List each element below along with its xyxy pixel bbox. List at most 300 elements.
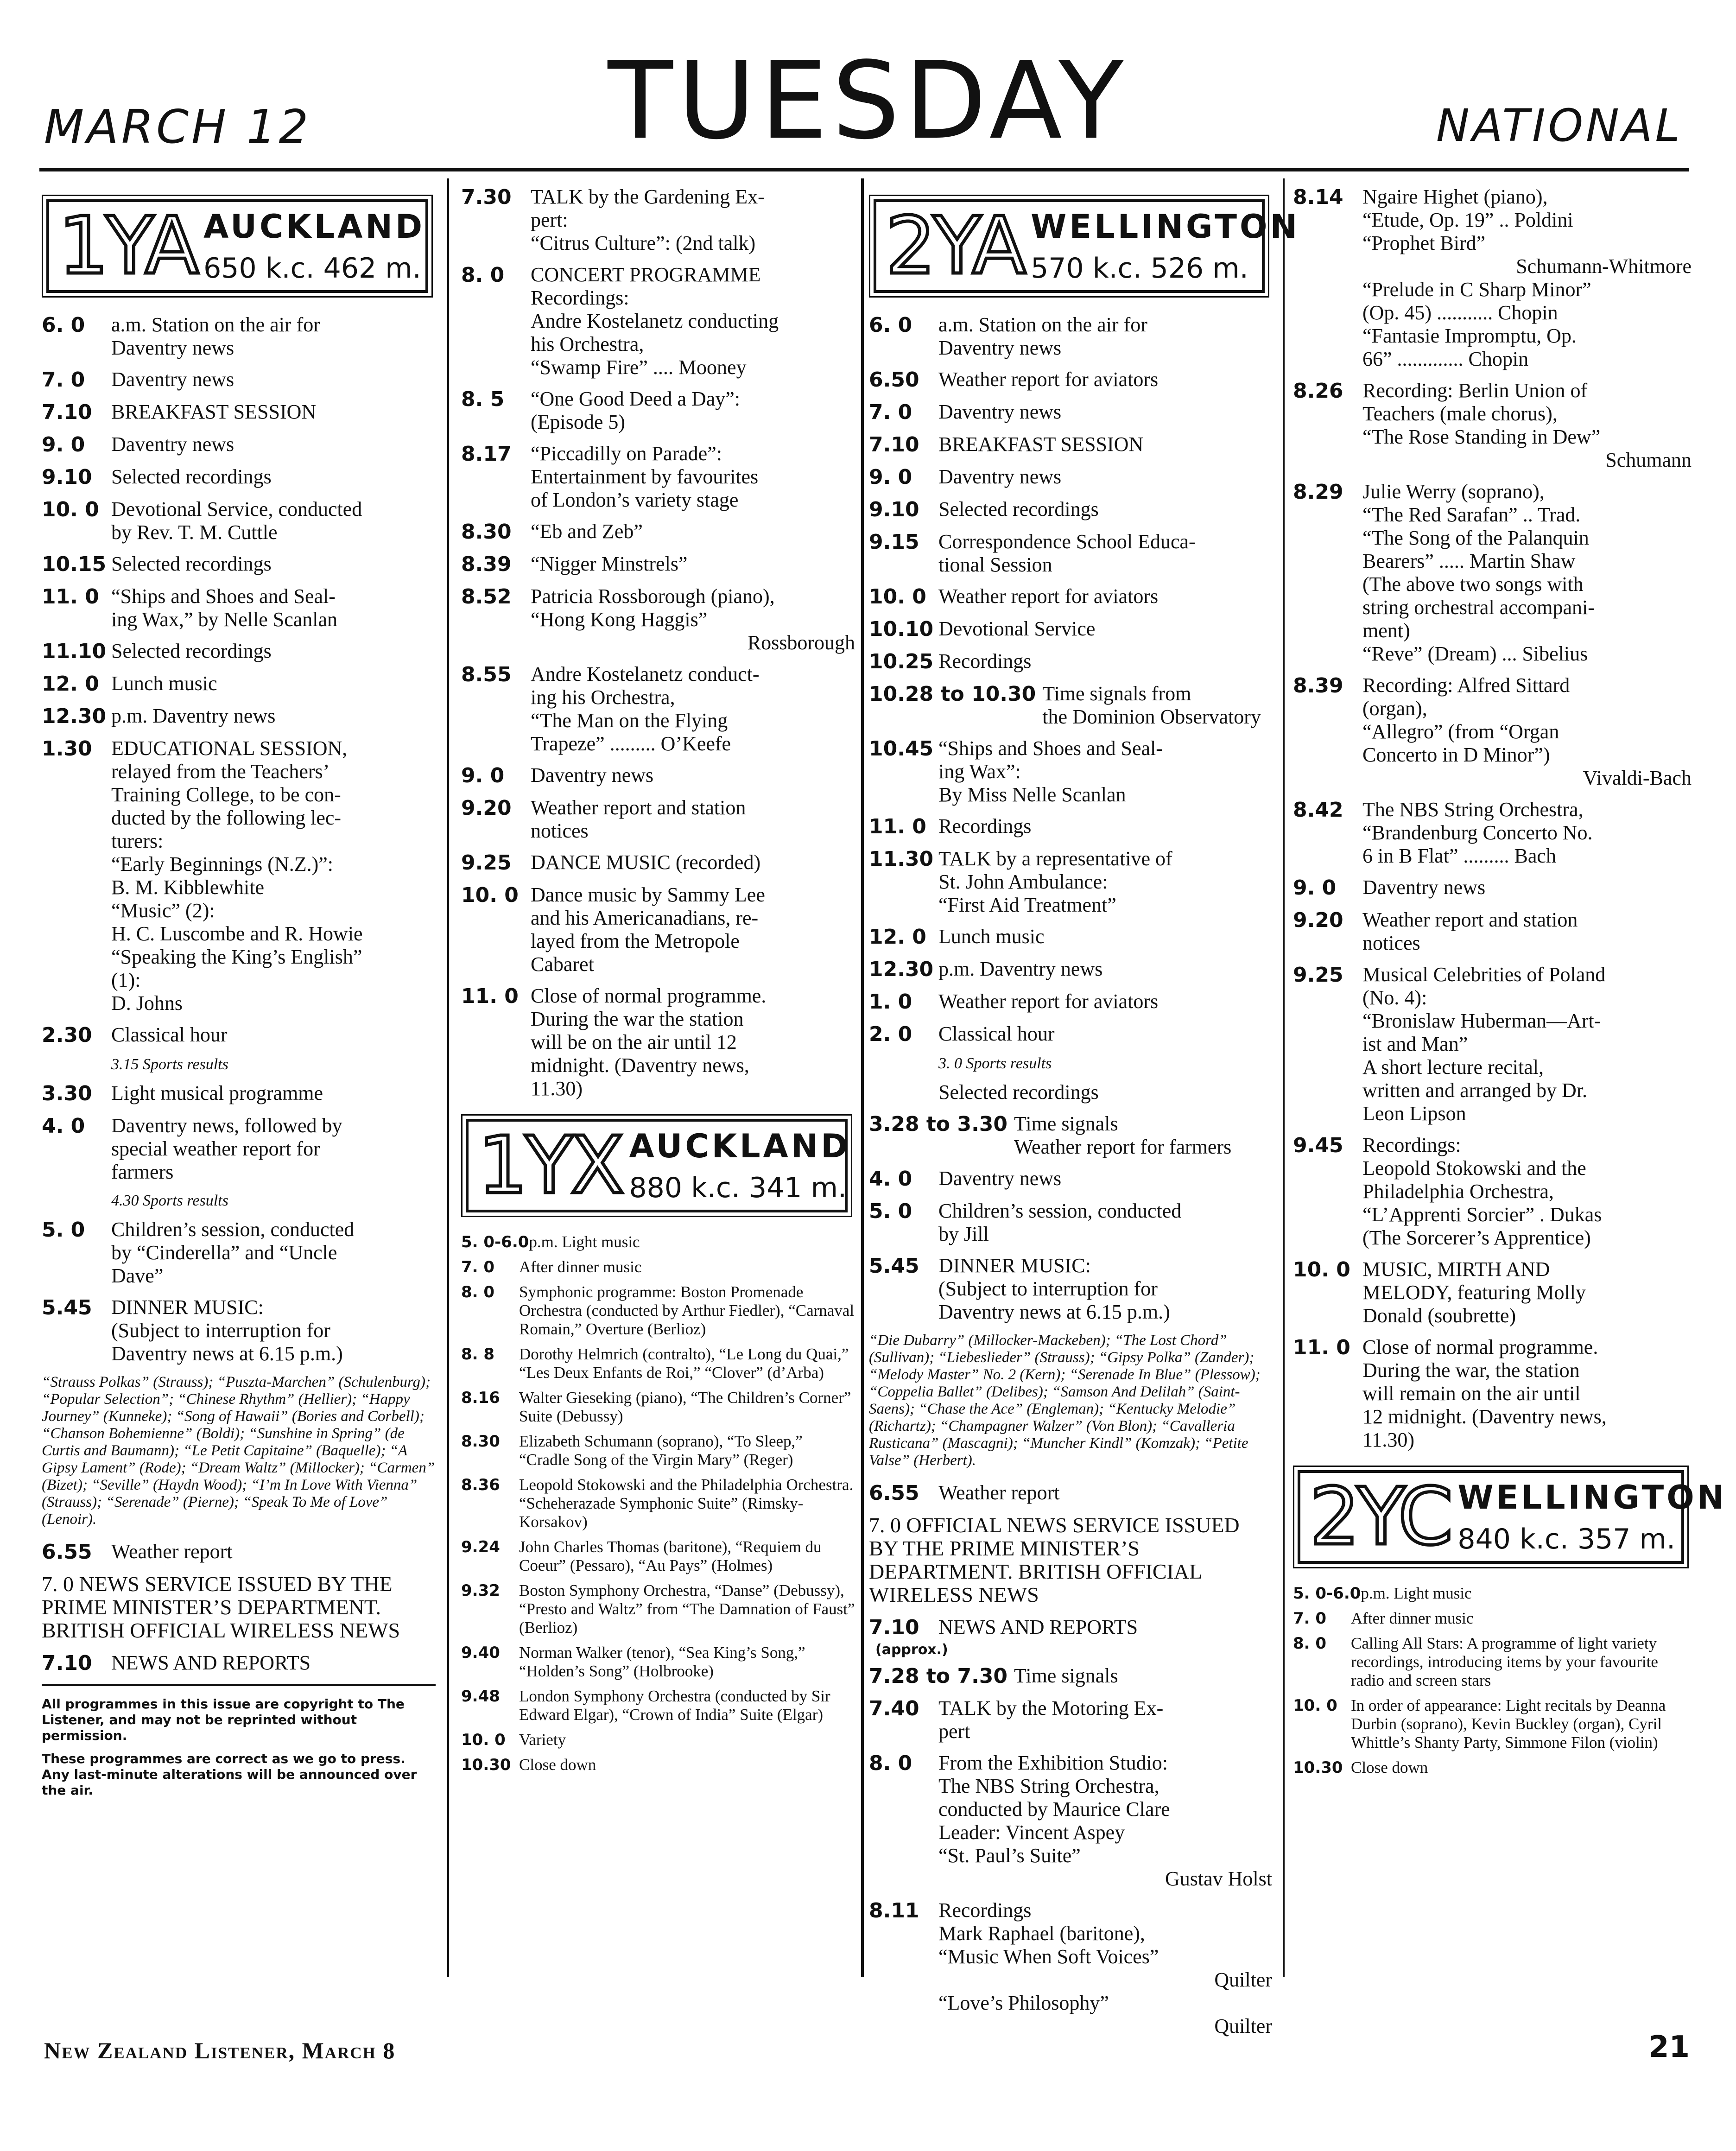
programme-description: [531, 552, 855, 577]
programme-entry: [461, 520, 855, 544]
programme-entry: [461, 387, 855, 434]
programme-line: a.m. Station on the air for: [938, 313, 1147, 336]
programme-time: 8.26: [1293, 379, 1343, 403]
programme-entry: [461, 1258, 855, 1276]
programme-time: 8.30: [461, 1432, 500, 1451]
programme-entry: [869, 617, 1272, 641]
station-box-2ya: [874, 199, 1300, 293]
programme-time: 10.25: [869, 650, 934, 673]
programme-description: [111, 1114, 436, 1184]
programme-line: 66” ............. Chopin: [1362, 348, 1529, 370]
approx-note: (approx.): [875, 1642, 948, 1658]
programme-description: Variety: [519, 1731, 566, 1749]
programme-line: Recordings: [938, 815, 1032, 838]
programme-time: 10.28 to 10.30: [869, 682, 1036, 706]
programme-line: “Brandenburg Concerto No.: [1362, 821, 1593, 844]
programme-line: ing Wax,” by Nelle Scanlan: [111, 608, 338, 631]
programme-entry: [869, 958, 1272, 982]
programme-line: Weather report: [938, 1481, 1060, 1504]
sports-results-note: 4.30 Sports results: [111, 1192, 228, 1209]
programme-entry: [1293, 1758, 1692, 1777]
programme-line: notices: [531, 819, 589, 842]
programme-entry: [42, 498, 436, 544]
programme-line: ist and Man”: [1362, 1033, 1468, 1055]
column-1yx-auckland: [42, 185, 436, 1984]
programme-description: London Symphony Orchestra (conducted by Sir Edward Elgar), “Crown of India” Suite (Elgar): [519, 1687, 830, 1724]
station-box-2yc: [1298, 1470, 1727, 1564]
programme-line: Weather report for aviators: [938, 368, 1159, 391]
programme-entry: [1293, 908, 1692, 955]
programme-list: [1293, 185, 1692, 1452]
programme-time: 8.55: [461, 663, 512, 686]
programme-line: “Etude, Op. 19” .. Poldini: [1362, 209, 1573, 231]
programme-line: Time signals from: [1042, 682, 1191, 705]
programme-description: Leopold Stokowski and the Philadelphia Orchestra. “Scheherazade Symphonic Suite” (Rimsky-Korsakov): [519, 1476, 854, 1531]
programme-description: [531, 851, 855, 875]
programme-time: 8.30: [461, 520, 512, 544]
programme-description: [938, 1254, 1272, 1324]
dinner-music-list: “Strauss Polkas” (Strauss); “Puszta-Marchen” (Schulenburg); “Popular Selection”; “Chinese Rhythm” (Hellier); “Happy Journey” (Kunneke); “Song of Hawaii” (Bories and Corbell); “Chanson Bohemienne” (Boldi); “Sunshine in Spring” (de Curtis and Baumann); “Le Petit Capitaine” (Baquelle); “A Gipsy Lament” (Rode); “Dream Waltz” (Millocker); “Carmen” (Bizet); “Seville” (Haydn Wood); “I’m In Love With Vienna” (Strauss); “Serenade” (Pierne); “Speak To Me of Love” (Lenoir).: [42, 1374, 435, 1528]
programme-line: pert: [938, 1720, 970, 1743]
programme-description: [1042, 682, 1272, 729]
programme-line: 11.30): [1362, 1428, 1415, 1451]
programme-time: 3.30: [42, 1082, 92, 1105]
programme-time: 7. 0: [461, 1258, 495, 1276]
programme-description: [1362, 1134, 1692, 1250]
programme-description: [1362, 1336, 1692, 1452]
programme-line: Lunch music: [111, 672, 217, 695]
programme-time: 12.30: [42, 704, 107, 728]
programme-line: “First Aid Treatment”: [938, 894, 1116, 916]
programme-description: [531, 520, 855, 544]
programme-description: [531, 663, 855, 755]
programme-line: Concerto in D Minor”): [1362, 743, 1550, 766]
column-2ya-wellington: [869, 185, 1300, 2037]
programme-time: 8.36: [461, 1476, 500, 1494]
programme-time: 10. 0: [42, 498, 99, 521]
programme-entry: [869, 1899, 1272, 2038]
programme-line: Daventry news: [938, 465, 1062, 488]
programme-description: [938, 433, 1272, 457]
programme-line: MELODY, featuring Molly: [1362, 1281, 1586, 1304]
station-city: WELLINGTON: [1457, 1478, 1727, 1516]
programme-entry: [869, 530, 1272, 577]
programme-time: 7.10: [42, 1651, 92, 1675]
programme-time: 9.15: [869, 530, 919, 554]
programme-description: Symphonic programme: Boston Promenade Orchestra (conducted by Arthur Fiedler), “Carnaval Romain,” Overture (Berlioz): [519, 1283, 855, 1338]
programme-time: 8. 8: [461, 1345, 495, 1364]
programme-time: 4. 0: [42, 1114, 85, 1138]
programme-line: Leader: Vincent Aspey: [938, 1821, 1125, 1844]
programme-line: written and arranged by Dr.: [1362, 1079, 1588, 1102]
programme-line: by Rev. T. M. Cuttle: [111, 521, 278, 544]
programme-description: Elizabeth Schumann (soprano), “To Sleep,” “Cradle Song of the Virgin Mary” (Reger): [519, 1432, 803, 1469]
programme-description: [1362, 963, 1692, 1125]
programme-entry: [869, 313, 1272, 360]
programme-description: [531, 764, 855, 788]
programme-description: [938, 530, 1272, 577]
programme-line: D. Johns: [111, 992, 183, 1015]
programme-entry: [869, 650, 1272, 674]
programme-line: Daventry news: [1362, 876, 1486, 899]
programme-line: midnight. (Daventry news,: [531, 1054, 749, 1077]
programme-time: 7.30: [461, 185, 512, 209]
programme-description: [938, 1022, 1272, 1047]
programme-entry: [42, 1651, 436, 1675]
programme-line: Quilter: [1214, 1968, 1272, 1991]
programme-entry: [461, 185, 855, 255]
programme-entry: [869, 990, 1272, 1014]
programme-line: p.m. Daventry news: [111, 704, 276, 727]
programme-line: will remain on the air until: [1362, 1382, 1581, 1405]
programme-line: 6 in B Flat” ......... Bach: [1362, 844, 1556, 867]
copyright-notice: [42, 1684, 436, 1798]
programme-entry: [461, 851, 855, 875]
programme-description: Dorothy Helmrich (contralto), “Le Long du Quai,” “Les Deux Enfants de Roi,” “Clover” (d’Arba): [519, 1345, 849, 1382]
programme-time: 8. 0: [461, 1283, 495, 1301]
programme-line: Light musical programme: [111, 1082, 323, 1104]
programme-line: Correspondence School Educa-: [938, 530, 1196, 553]
programme-entry: [42, 1218, 436, 1288]
programme-line: “Piccadilly on Parade”:: [531, 442, 722, 465]
programme-line: Classical hour: [111, 1023, 228, 1046]
programme-line: “Bronislaw Huberman—Art-: [1362, 1009, 1601, 1032]
programme-time: 7. 0: [869, 400, 912, 424]
programme-time: 5. 0: [869, 1199, 912, 1223]
programme-time: 8.39: [461, 552, 512, 576]
programme-time: 11. 0: [1293, 1336, 1350, 1359]
programme-entry: [42, 313, 436, 360]
programme-line: “Fantasie Impromptu, Op.: [1362, 324, 1577, 347]
programme-description: [938, 368, 1272, 392]
programme-time: 8.17: [461, 442, 512, 466]
programme-line: BREAKFAST SESSION: [111, 400, 317, 423]
programme-line: “One Good Deed a Day”:: [531, 387, 741, 410]
programme-line: From the Exhibition Studio:: [938, 1751, 1168, 1774]
programme-time: 10. 0: [869, 585, 926, 609]
programme-time: 7. 0: [1293, 1609, 1327, 1628]
programme-line: Recordings:: [1362, 1134, 1461, 1156]
programme-description: [111, 1540, 436, 1564]
programme-description: [938, 400, 1272, 425]
station-call-sign: 1YX: [478, 1120, 622, 1212]
programme-entry: [42, 433, 436, 457]
programme-line: turers:: [111, 830, 164, 852]
programme-list-small: [461, 1233, 855, 1774]
programme-line: Weather report for aviators: [938, 585, 1159, 608]
programme-line: Devotional Service: [938, 617, 1096, 640]
programme-line: Weather report: [111, 1540, 233, 1563]
programme-description: After dinner music: [519, 1258, 642, 1276]
programme-time: 9. 0: [42, 433, 85, 457]
programme-line: Vivaldi-Bach: [1583, 767, 1692, 789]
programme-entry: [461, 1581, 855, 1637]
programme-time: 9.24: [461, 1538, 500, 1556]
correction-text: These programmes are correct as we go to press. Any last-minute alterations will be announced over the air.: [42, 1751, 417, 1798]
programme-entry: [461, 796, 855, 843]
programme-entry: [461, 883, 855, 976]
programme-line: ducted by the following lec-: [111, 806, 342, 829]
programme-line: and his Americanadians, re-: [531, 907, 759, 929]
column-4: [1293, 185, 1727, 1984]
programme-time: 11.10: [42, 640, 107, 663]
programme-time: 7. 0: [42, 368, 85, 392]
programme-line: Daventry news: [111, 433, 234, 456]
column-2: [461, 185, 855, 1984]
programme-time: 9.20: [1293, 908, 1343, 932]
programme-time: 9. 0: [1293, 876, 1337, 900]
programme-line: By Miss Nelle Scanlan: [938, 783, 1126, 806]
programme-description: [1362, 908, 1692, 955]
programme-description: [111, 368, 436, 392]
programme-line: “Speaking the King’s English”: [111, 945, 362, 968]
programme-line: ing Wax”:: [938, 760, 1021, 783]
programme-line: Daventry news: [111, 368, 234, 391]
programme-line: “The Red Sarafan” .. Trad.: [1362, 503, 1581, 526]
programme-entry: [869, 1254, 1272, 1324]
programme-description: [938, 1751, 1272, 1891]
programme-time: 8.29: [1293, 480, 1343, 504]
programme-line: Daventry news: [938, 400, 1062, 423]
programme-line: Cabaret: [531, 953, 594, 976]
programme-description: [1362, 379, 1692, 472]
programme-description: Walter Gieseking (piano), “The Children’s Corner” Suite (Debussy): [519, 1389, 851, 1425]
programme-line: TALK by the Motoring Ex-: [938, 1697, 1164, 1720]
programme-entry: [1293, 1609, 1692, 1628]
programme-entry: [869, 815, 1272, 839]
programme-line: Schumann: [1605, 449, 1692, 471]
programme-line: notices: [1362, 932, 1420, 954]
programme-entry: [1293, 798, 1692, 868]
programme-description: [531, 387, 855, 434]
programme-time: 8.11: [869, 1899, 919, 1923]
programme-time: 11. 0: [42, 585, 99, 609]
programme-entry: [869, 925, 1272, 949]
programme-description: [111, 1023, 436, 1047]
programme-entry: [1293, 480, 1692, 666]
programme-line: “The Song of the Palanquin: [1362, 527, 1589, 549]
programme-line: Teachers (male chorus),: [1362, 402, 1558, 425]
programme-time: 12. 0: [42, 672, 99, 696]
programme-line: conducted by Maurice Clare: [938, 1798, 1170, 1821]
programme-entry: [1293, 1584, 1692, 1603]
programme-description: John Charles Thomas (baritone), “Requiem du Coeur” (Pessaro), “Au Pays” (Holmes): [519, 1538, 822, 1574]
programme-entry: [461, 1283, 855, 1339]
programme-time: 10.45: [869, 737, 934, 761]
programme-line: MUSIC, MIRTH AND: [1362, 1258, 1550, 1281]
programme-description: NEWS AND REPORTS: [111, 1651, 311, 1674]
programme-description: [1014, 1112, 1272, 1159]
sports-results-note: 3.15 Sports results: [111, 1056, 228, 1073]
programme-line: Andre Kostelanetz conduct-: [531, 663, 760, 685]
programme-line: TALK by the Gardening Ex-: [531, 185, 765, 208]
programme-line: The NBS String Orchestra,: [1362, 798, 1584, 821]
programme-time: 1. 0: [869, 990, 912, 1014]
programme-list: [42, 313, 436, 1798]
programme-line: “Prophet Bird”: [1362, 232, 1486, 254]
programme-entry: [869, 1199, 1272, 1246]
column-rule: [447, 178, 449, 1977]
programme-line: Selected recordings: [111, 465, 272, 488]
programme-time: 6.55: [42, 1540, 92, 1564]
programme-line: Andre Kostelanetz conducting: [531, 310, 779, 332]
programme-line: Selected recordings: [111, 552, 272, 575]
programme-line: Close of normal programme.: [1362, 1336, 1598, 1358]
programme-time: 6. 0: [869, 313, 912, 337]
station-call-sign: 1YA: [58, 200, 196, 292]
programme-line: BREAKFAST SESSION: [938, 433, 1144, 456]
programme-line: (Op. 45) ........... Chopin: [1362, 301, 1558, 324]
programme-line: ing his Orchestra,: [531, 686, 675, 709]
programme-time: 8.14: [1293, 185, 1343, 209]
programme-line: “Citrus Culture”: (2nd talk): [531, 232, 756, 254]
programme-line: Weather report for aviators: [938, 990, 1159, 1013]
programme-line: During the war the station: [531, 1008, 744, 1030]
programme-line: will be on the air until 12: [531, 1031, 737, 1053]
programme-entry: [461, 663, 855, 755]
programme-line: by “Cinderella” and “Uncle: [111, 1241, 337, 1264]
programme-line: the Dominion Observatory: [1042, 705, 1261, 728]
programme-line: Recording: Alfred Sittard: [1362, 674, 1570, 697]
programme-line: Gustav Holst: [1165, 1867, 1272, 1890]
programme-line: B. M. Kibblewhite: [111, 876, 264, 899]
programme-description: Selected recordings: [938, 1081, 1099, 1104]
programme-line: (Subject to interruption for: [111, 1319, 330, 1342]
programme-time: 5. 0-6.0: [1293, 1584, 1361, 1603]
programme-description: [111, 737, 436, 1015]
programme-line: A short lecture recital,: [1362, 1056, 1544, 1079]
programme-time: 6.55: [869, 1481, 919, 1505]
programme-description: Close down: [1351, 1758, 1428, 1777]
dinner-music-list: “Die Dubarry” (Millocker-Mackeben); “The Lost Chord” (Sullivan); “Liebeslieder” (Strauss); “Gipsy Polka” (Zander); “Melody Master” No. 2 (Kern); “Serenade In Blue” (Plessow); “Coppelia Ballet” (Delibes); “Samson And Delilah” (Saint-Saens); “Chase the Ace” (Engleman); “Kentucky Melodie” (Richartz); “Champagner Walzer” (Von Blon); “Cavalleria Rusticana” (Mascagni); “Muncher Kindl” (Komzak); “Petite Valse” (Herbert).: [869, 1332, 1261, 1469]
programme-line: “Music” (2):: [111, 899, 215, 922]
programme-entry: [42, 1296, 436, 1365]
programme-description: [111, 1082, 436, 1106]
programme-line: Children’s session, conducted: [111, 1218, 355, 1241]
programme-line: Leon Lipson: [1362, 1102, 1466, 1125]
programme-time: 8. 0: [869, 1751, 912, 1775]
programme-entry: [869, 1481, 1272, 1505]
programme-line: special weather report for: [111, 1137, 320, 1160]
programme-line: of London’s variety stage: [531, 489, 739, 511]
programme-line: St. John Ambulance:: [938, 870, 1108, 893]
programme-entry: [42, 400, 436, 425]
programme-entry: [1293, 963, 1692, 1125]
programme-entry: [869, 682, 1272, 729]
programme-time: 7.10: [869, 1616, 919, 1639]
programme-line: “The Rose Standing in Dew”: [1362, 425, 1601, 448]
programme-entry: [869, 1022, 1272, 1047]
programme-description: [1362, 876, 1692, 900]
programme-time: 5.45: [42, 1296, 92, 1320]
programme-entry: [1293, 1634, 1692, 1690]
footer-publication: New Zealand Listener, March 8: [44, 2037, 396, 2063]
page-number: 21: [1648, 2030, 1690, 2064]
programme-entry: [42, 1082, 436, 1106]
programme-line: Dance music by Sammy Lee: [531, 883, 765, 906]
programme-description: [938, 498, 1272, 522]
programme-line: (Episode 5): [531, 411, 626, 433]
programme-entry: [1293, 1696, 1692, 1752]
programme-time: 5. 0: [42, 1218, 85, 1242]
programme-time: 4. 0: [869, 1167, 912, 1191]
programme-entry: [42, 465, 436, 489]
programme-line: layed from the Metropole: [531, 930, 740, 952]
programme-time: 12. 0: [869, 925, 926, 949]
programme-entry: [869, 1616, 1272, 1640]
programme-description: [938, 1167, 1272, 1191]
programme-line: by Jill: [938, 1223, 989, 1245]
programme-entry: [869, 368, 1272, 392]
programme-entry: [461, 1389, 855, 1426]
programme-time: 10. 0: [461, 883, 519, 907]
programme-entry: [1293, 876, 1692, 900]
programme-line: Daventry news: [111, 336, 234, 359]
programme-line: p.m. Daventry news: [938, 958, 1103, 980]
programme-line: Daventry news: [938, 1167, 1062, 1190]
programme-description: Boston Symphony Orchestra, “Danse” (Debussy), “Presto and Waltz” from “The Damnation of Faust” (Berlioz): [519, 1581, 855, 1637]
programme-entry: [461, 1233, 855, 1251]
programme-time: 7.40: [869, 1697, 919, 1720]
programme-line: “Allegro” (from “Organ: [1362, 720, 1559, 743]
programme-time: 10.30: [461, 1756, 511, 1774]
programme-entry: [869, 1751, 1272, 1891]
programme-line: Daventry news, followed by: [111, 1114, 342, 1137]
programme-list: [461, 185, 855, 1100]
programme-line: DINNER MUSIC:: [938, 1254, 1091, 1277]
programme-time: 10. 0: [1293, 1696, 1337, 1715]
programme-time: 3.28 to 3.30: [869, 1112, 1008, 1136]
programme-description: p.m. Light music: [529, 1233, 640, 1251]
programme-time: 8.42: [1293, 798, 1343, 822]
programme-description: After dinner music: [1351, 1609, 1474, 1627]
programme-line: (Subject to interruption for: [938, 1277, 1158, 1300]
programme-entry: [42, 1540, 436, 1564]
programme-entry: [42, 737, 436, 1015]
programme-line: NEWS AND REPORTS: [938, 1616, 1138, 1638]
programme-line: relayed from the Teachers’: [111, 760, 330, 783]
programme-description: [938, 990, 1272, 1014]
programme-entry: [461, 263, 855, 379]
programme-time: 7.10: [42, 400, 92, 424]
programme-line: Mark Raphael (baritone),: [938, 1922, 1145, 1945]
programme-line: “Swamp Fire” .... Mooney: [531, 356, 747, 379]
programme-line: Training College, to be con-: [111, 783, 341, 806]
programme-entry: [461, 552, 855, 577]
programme-line: Bearers” ..... Martin Shaw: [1362, 550, 1576, 572]
station-city: AUCKLAND: [203, 208, 425, 246]
programme-description: [111, 433, 436, 457]
programme-entry: [1293, 1336, 1692, 1452]
programme-line: Dave”: [111, 1264, 164, 1287]
programme-line: pert:: [531, 209, 568, 231]
programme-description: [531, 442, 855, 512]
programme-entry: [42, 640, 436, 664]
programme-entry: [869, 1112, 1272, 1159]
programme-line: Musical Celebrities of Poland: [1362, 963, 1606, 986]
programme-time: 1.30: [42, 737, 92, 761]
programme-time: 11. 0: [461, 984, 519, 1008]
programme-entry: [42, 672, 436, 696]
programme-description: [1014, 1664, 1272, 1688]
programme-time: 7.28 to 7.30: [869, 1664, 1008, 1688]
programme-entry: [461, 1476, 855, 1531]
programme-line: DANCE MUSIC (recorded): [531, 851, 761, 874]
programme-list-small: [1293, 1584, 1692, 1777]
programme-description: [1362, 1258, 1692, 1327]
programme-line: Lunch music: [938, 925, 1045, 948]
column-rule: [1283, 178, 1285, 1977]
